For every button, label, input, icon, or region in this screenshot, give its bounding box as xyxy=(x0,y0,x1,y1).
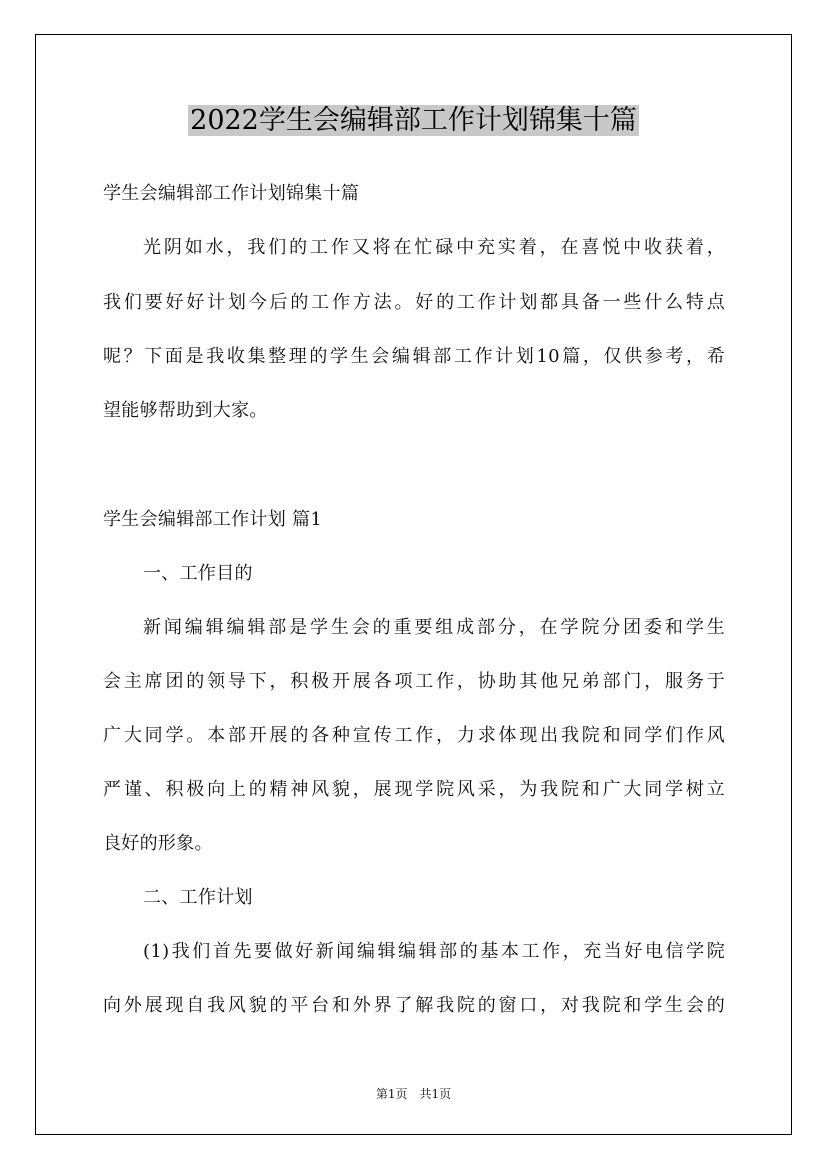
intro-line: 望能够帮助到大家。 xyxy=(103,400,268,421)
body-line: (1)我们首先要做好新闻编辑编辑部的基本工作，充当好电信学院 xyxy=(143,941,725,962)
page-footer: 第1页 共1页 xyxy=(375,1087,452,1101)
body-line: 新闻编辑编辑部是学生会的重要组成部分，在学院分团委和学生 xyxy=(143,617,725,638)
document-title: 2022学生会编辑部工作计划锦集十篇 xyxy=(190,105,637,136)
section-heading: 学生会编辑部工作计划 篇1 xyxy=(103,509,323,530)
part1-heading: 一、工作目的 xyxy=(143,563,253,584)
body-line: 会主席团的领导下，积极开展各项工作，协助其他兄弟部门，服务于 xyxy=(103,671,725,692)
part2-heading: 二、工作计划 xyxy=(143,887,253,908)
body-line: 良好的形象。 xyxy=(103,833,213,854)
intro-line: 呢？下面是我收集整理的学生会编辑部工作计划10篇，仅供参考，希 xyxy=(103,346,725,367)
intro-line: 光阴如水，我们的工作又将在忙碌中充实着，在喜悦中收获着， xyxy=(143,237,725,258)
body-line: 广大同学。本部开展的各种宣传工作，力求体现出我院和同学们作风 xyxy=(103,725,725,746)
document-subtitle: 学生会编辑部工作计划锦集十篇 xyxy=(103,183,360,204)
body-line: 向外展现自我风貌的平台和外界了解我院的窗口，对我院和学生会的 xyxy=(103,995,725,1016)
body-line: 严谨、积极向上的精神风貌，展现学院风采，为我院和广大同学树立 xyxy=(103,779,725,800)
intro-line: 我们要好好计划今后的工作方法。好的工作计划都具备一些什么特点 xyxy=(103,292,725,313)
